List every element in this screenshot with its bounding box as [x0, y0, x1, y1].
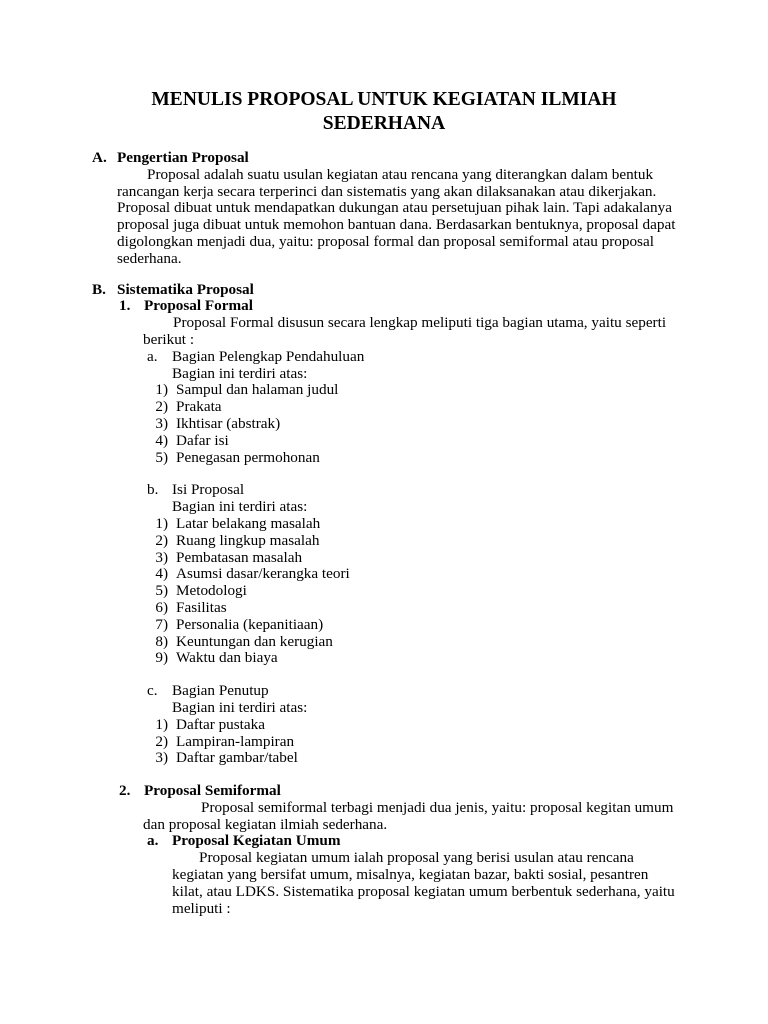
- list-item: 5) Metodologi: [155, 582, 247, 600]
- section-a-heading: [92, 150, 682, 167]
- list-item: 1) Sampul dan halaman judul: [155, 381, 339, 399]
- part-c-label: c.: [147, 682, 158, 700]
- list-item: 3) Pembatasan masalah: [155, 548, 303, 566]
- part-b-label: b.: [147, 481, 159, 499]
- list-item: 2) Lampiran-lampiran: [155, 732, 295, 750]
- list-item: 4) Dafar isi: [155, 431, 229, 449]
- proposal-formal-label: 1.: [119, 297, 131, 315]
- part-b-title: Isi Proposal: [172, 481, 245, 499]
- part-a-list: [150, 382, 682, 466]
- part-a-label: a.: [147, 347, 158, 365]
- part-b-intro: Bagian ini terdiri atas:: [172, 498, 308, 516]
- list-item: 2) Ruang lingkup masalah: [155, 531, 320, 549]
- part-a-intro: Bagian ini terdiri atas:: [172, 364, 308, 382]
- list-item: 3) Daftar gambar/tabel: [155, 749, 298, 767]
- part-b-list: [150, 516, 682, 667]
- part-c-intro: Bagian ini terdiri atas:: [172, 698, 308, 716]
- kegiatan-umum-title: Proposal Kegiatan Umum: [172, 832, 341, 850]
- part-a-heading: [147, 349, 682, 366]
- section-a-paragraph: Proposal adalah suatu usulan kegiatan atau rencana yang diterangkan dalam bentuk rancangan kerja secara terperinci dan sistematis yang akan dilaksanakan atau dikerjakan. Proposal dibuat untuk mendapatkan dukungan atau persetujuan pihak lain. Tapi adakalanya proposal juga dibuat untuk memohon bantuan dana. Berdasarkan bentuknya, proposal dapat digolongkan menjadi dua, yaitu: proposal formal dan proposal semiformal atau proposal sederhana.: [117, 165, 676, 267]
- list-item: 5) Penegasan permohonan: [155, 448, 320, 466]
- part-c-title: Bagian Penutup: [172, 682, 269, 700]
- proposal-formal-title: Proposal Formal: [144, 297, 253, 315]
- list-item: 1) Daftar pustaka: [155, 715, 265, 733]
- list-item: 6) Fasilitas: [155, 598, 227, 616]
- list-item: 3) Ikhtisar (abstrak): [155, 414, 281, 432]
- list-item: 2) Prakata: [155, 398, 222, 416]
- document-body: [92, 150, 682, 917]
- proposal-formal-heading: [119, 298, 682, 315]
- kegiatan-umum-paragraph: Proposal kegiatan umum ialah proposal yang berisi usulan atau rencana kegiatan yang bersifat umum, misalnya, kegiatan bazar, bakti sosial, pesantren kilat, atau LDKS. Sistematika proposal kegiatan umum berbentuk sederhana, yaitu meliputi :: [172, 849, 675, 917]
- list-item: 4) Asumsi dasar/kerangka teori: [155, 565, 350, 583]
- title-line-2: SEDERHANA: [322, 113, 446, 134]
- list-item: 7) Personalia (kepanitiaan): [155, 615, 324, 633]
- part-c-heading: [147, 683, 682, 700]
- proposal-semiformal-paragraph: Proposal semiformal terbagi menjadi dua jenis, yaitu: proposal kegitan umum dan proposal kegiatan ilmiah sederhana.: [143, 798, 674, 833]
- section-b-label: B.: [92, 280, 106, 298]
- document-title: [0, 88, 768, 136]
- section-a-title: Pengertian Proposal: [117, 149, 249, 166]
- section-a-label: A.: [92, 149, 107, 166]
- part-b-heading: [147, 482, 682, 499]
- proposal-semiformal-heading: [119, 783, 682, 800]
- part-a-title: Bagian Pelengkap Pendahuluan: [172, 347, 365, 365]
- list-item: 9) Waktu dan biaya: [155, 649, 278, 667]
- kegiatan-umum-label: a.: [147, 832, 159, 850]
- list-item: 8) Keuntungan dan kerugian: [155, 632, 333, 650]
- proposal-semiformal-label: 2.: [119, 782, 131, 800]
- section-b-title: Sistematika Proposal: [117, 280, 254, 298]
- proposal-semiformal-title: Proposal Semiformal: [144, 782, 281, 800]
- title-line-1: MENULIS PROPOSAL UNTUK KEGIATAN ILMIAH: [151, 89, 617, 110]
- part-c-list: [150, 717, 682, 767]
- proposal-formal-paragraph: Proposal Formal disusun secara lengkap meliputi tiga bagian utama, yaitu seperti berikut :: [143, 314, 667, 348]
- kegiatan-umum-heading: [147, 833, 682, 850]
- list-item: 1) Latar belakang masalah: [155, 514, 321, 532]
- section-b-heading: [92, 282, 682, 299]
